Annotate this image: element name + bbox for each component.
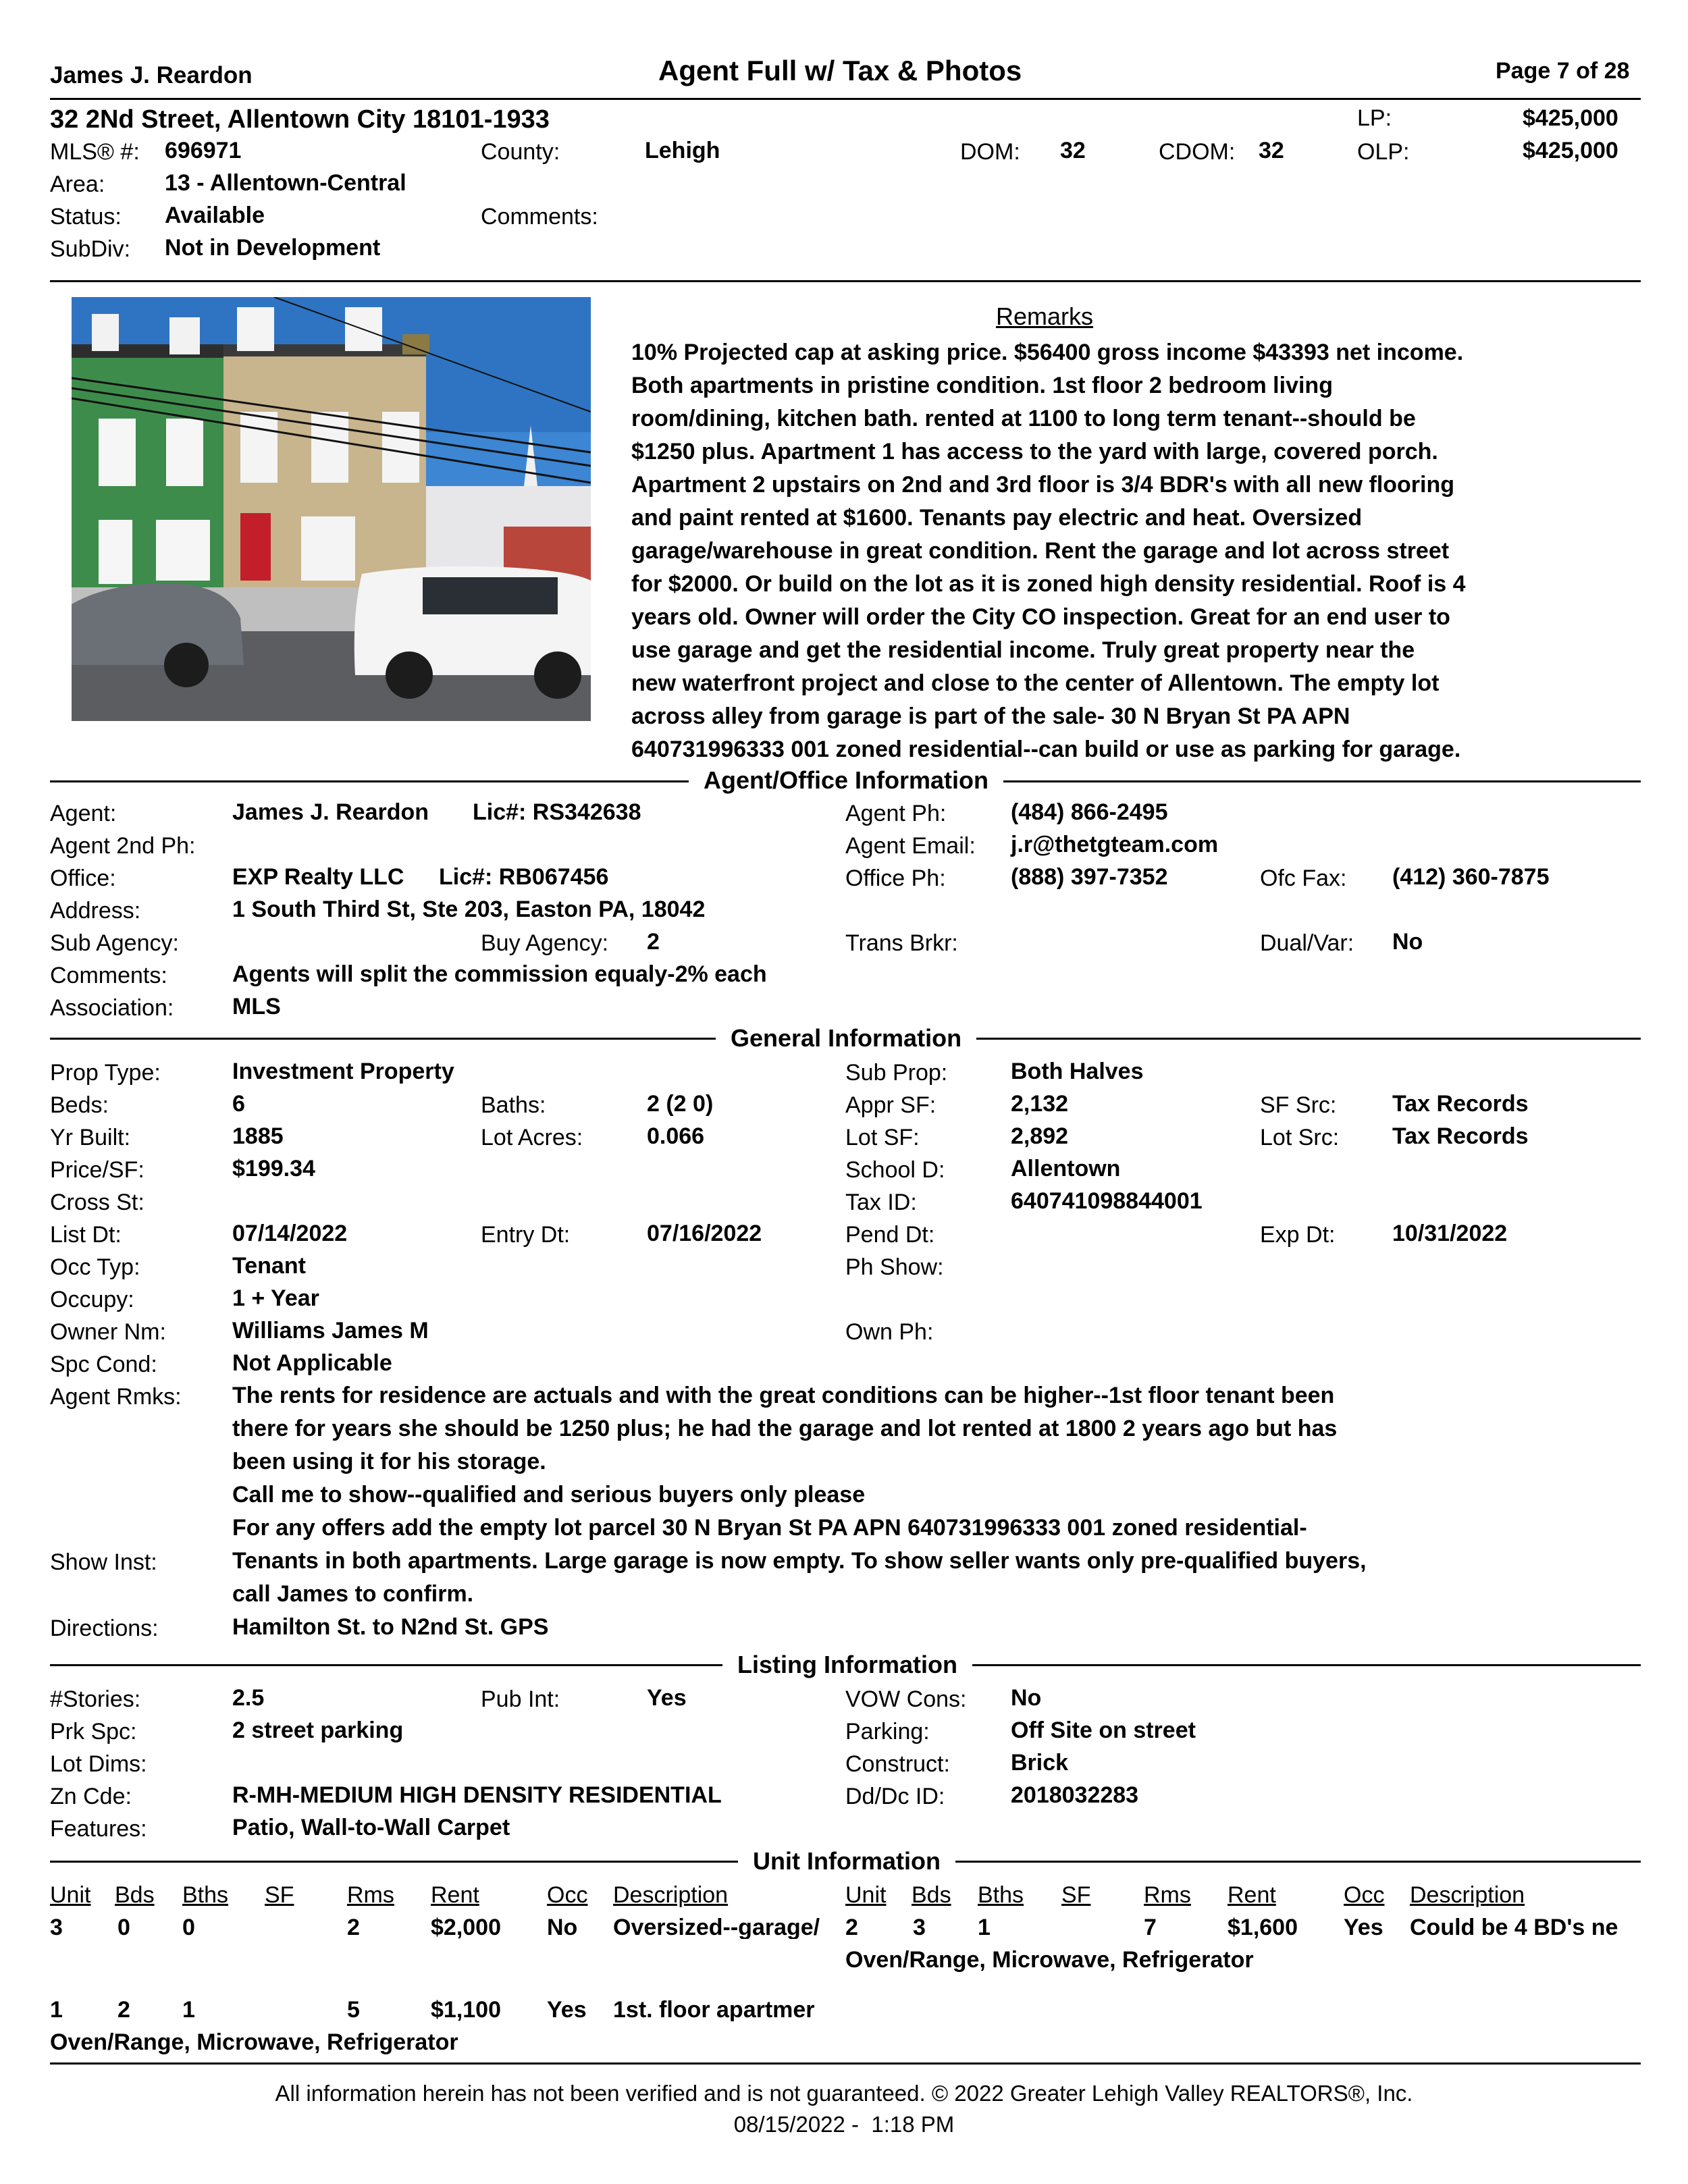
agent2-label: Agent 2nd Ph: [50,833,196,859]
occ-typ-value: Tenant [232,1253,306,1279]
rms-header-right: Rms [1144,1882,1191,1908]
stories-label: #Stories: [50,1686,141,1712]
bths-cell: 1 [182,1997,195,2023]
spc-cond-value: Not Applicable [232,1350,392,1376]
beds-value: 6 [232,1091,245,1117]
dormer-green [169,317,200,354]
green-window-3 [156,520,210,581]
dormer-left [92,314,119,351]
baths-label: Baths: [481,1092,546,1118]
dom-value: 32 [1060,138,1086,163]
dual-var-label: Dual/Var: [1260,930,1354,956]
agent-rmks-line: For any offers add the empty lot parcel 30 N Bryan St PA APN 640731996333 001 zoned residential- [232,1515,1307,1541]
prop-type-label: Prop Type: [50,1060,161,1086]
agent-lic: Lic#: RS342638 [473,799,641,825]
lot-sf-value: 2,892 [1011,1123,1069,1149]
office-lic: Lic#: RB067456 [439,864,609,890]
yr-built-value: 1885 [232,1123,284,1149]
footer-disclaimer: All information herein has not been verified and is not guaranteed. © 2022 Greater Lehigh Valley REALTORS®, Inc. [275,2081,1413,2106]
appliances-cell: Oven/Range, Microwave, Refrigerator [50,2029,458,2055]
price-sf-label: Price/SF: [50,1157,144,1183]
bds-cell: 0 [117,1915,130,1940]
ph-show-label: Ph Show: [845,1254,944,1280]
unit-cell: 1 [50,1997,63,2023]
appliances-cell: Oven/Range, Microwave, Refrigerator [845,1947,1254,1973]
sf-src-label: SF Src: [1260,1092,1337,1118]
association-label: Association: [50,995,174,1021]
entry-dt-value: 07/16/2022 [647,1221,762,1246]
prk-spc-value: 2 street parking [232,1717,404,1743]
status-label: Status: [50,204,122,230]
spc-cond-label: Spc Cond: [50,1352,157,1377]
lot-src-value: Tax Records [1392,1123,1529,1149]
lp-label: LP: [1357,105,1392,131]
status-value: Available [165,203,265,228]
occ-typ-label: Occ Typ: [50,1254,140,1280]
occ-header-right: Occ [1344,1882,1385,1908]
features-value: Patio, Wall-to-Wall Carpet [232,1815,510,1840]
pub-int-value: Yes [647,1685,687,1711]
listing-address: 32 2Nd Street, Allentown City 18101-1933 [50,105,550,134]
show-inst-label: Show Inst: [50,1549,157,1575]
agent-ph-value: (484) 866-2495 [1011,799,1168,825]
remarks-line: use garage and get the residential income. Truly great property near the [631,637,1415,663]
van-wheel-1 [386,651,433,699]
red-door [240,513,271,581]
page-label: Page 7 of 28 [1496,58,1630,84]
sf-header-right: SF [1061,1882,1091,1908]
office-ph-value: (888) 397-7352 [1011,864,1168,890]
exp-dt-value: 10/31/2022 [1392,1221,1508,1246]
construct-label: Construct: [845,1751,950,1777]
remarks-line: new waterfront project and close to the center of Allentown. The empty lot [631,670,1440,696]
remarks-line: garage/warehouse in great condition. Rent the garage and lot across street [631,538,1450,564]
stories-value: 2.5 [232,1685,265,1711]
vow-label: VOW Cons: [845,1686,967,1712]
bths-cell: 1 [978,1915,991,1940]
pub-int-label: Pub Int: [481,1686,560,1712]
address-label: Address: [50,898,141,924]
own-ph-label: Own Ph: [845,1319,934,1345]
features-label: Features: [50,1816,147,1842]
baths-value: 2 (2 0) [647,1091,714,1117]
rent-cell: $1,100 [431,1997,501,2023]
remarks-line: 640731996333 001 zoned residential--can build or use as parking for garage. [631,737,1461,762]
header-rule [50,98,1641,100]
listing-info-title: Listing Information [722,1653,972,1677]
mls-label: MLS® #: [50,139,140,165]
footer-rule [50,2062,1641,2065]
lot-dims-label: Lot Dims: [50,1751,147,1777]
area-label: Area: [50,171,105,197]
agent-rmks-label: Agent Rmks: [50,1384,182,1410]
rent-cell: $1,600 [1228,1915,1298,1940]
olp-value: $425,000 [1523,138,1618,163]
occ-header: Occ [547,1882,588,1908]
remarks-title: Remarks [996,302,1094,330]
office-label: Office: [50,865,116,891]
rms-cell: 5 [347,1997,360,2023]
property-photo [72,297,591,721]
agent-value: James J. Reardon [232,799,429,825]
county-label: County: [481,139,560,165]
parking-value: Off Site on street [1011,1717,1196,1743]
dormer-brick-1 [237,307,274,351]
description-cell: 1st. floor apartmer [613,1998,815,2021]
prk-spc-label: Prk Spc: [50,1719,137,1744]
association-value: MLS [232,994,281,1019]
unit-cell: 3 [50,1915,63,1940]
mls-value: 696971 [165,138,242,163]
appr-sf-label: Appr SF: [845,1092,937,1118]
dd-value: 2018032283 [1011,1782,1139,1808]
remarks-line: room/dining, kitchen bath. rented at 1100 to long term tenant--should be [631,406,1416,431]
remarks-line: 10% Projected cap at asking price. $56400 gross income $43393 net income. [631,340,1464,365]
owner-label: Owner Nm: [50,1319,166,1345]
unit-cell: 2 [845,1915,858,1940]
agent-rmks-line: been using it for his storage. [232,1449,546,1474]
listing-rule [50,280,1641,282]
report-title: Agent Full w/ Tax & Photos [658,55,1022,86]
occ-cell: Yes [547,1997,587,2023]
description-header: Description [613,1882,729,1908]
unit-header: Unit [50,1882,91,1908]
zn-label: Zn Cde: [50,1784,132,1809]
grey-suv-wheel [164,643,209,687]
brick-window-4 [301,516,355,581]
office-value: EXP Realty LLC [232,864,404,890]
owner-value: Williams James M [232,1318,429,1343]
dual-var-value: No [1392,929,1423,955]
list-dt-label: List Dt: [50,1222,122,1248]
bths-cell: 0 [182,1915,195,1940]
agent-office-title: Agent/Office Information [689,768,1003,793]
cdom-value: 32 [1259,138,1284,163]
grey-suv [72,583,244,665]
comments-label: Comments: [481,204,598,230]
remarks-line: Apartment 2 upstairs on 2nd and 3rd floor is 3/4 BDR's with all new flooring [631,472,1455,498]
dom-label: DOM: [960,139,1020,165]
office-comments-label: Comments: [50,963,167,988]
agent-rmks-line: The rents for residence are actuals and with the great conditions can be higher--1st floor tenant been [232,1383,1335,1408]
bds-header: Bds [115,1882,155,1908]
bds-cell: 2 [117,1997,130,2023]
lot-acres-label: Lot Acres: [481,1125,583,1150]
footer-timestamp: 08/15/2022 - 1:18 PM [733,2112,955,2137]
agent-rmks-line: there for years she should be 1250 plus; he had the garage and lot rented at 1800 2 years ago but has [232,1416,1338,1441]
county-value: Lehigh [645,138,720,163]
prop-type-value: Investment Property [232,1059,454,1084]
occupy-label: Occupy: [50,1287,134,1312]
beds-label: Beds: [50,1092,109,1118]
agent-label: Agent: [50,801,117,826]
office-comments-value: Agents will split the commission equaly-2% each [232,961,767,987]
lot-src-label: Lot Src: [1260,1125,1340,1150]
occ-cell: No [547,1915,578,1940]
sf-header: SF [265,1882,294,1908]
remarks-line: for $2000. Or build on the lot as it is zoned high density residential. Roof is 4 [631,571,1466,597]
agent-email-label: Agent Email: [845,833,976,859]
remarks-line: and paint rented at $1600. Tenants pay electric and heat. Oversized [631,505,1363,531]
description-cell: Oversized--garage/ [613,1916,820,1939]
van-windows [423,577,558,614]
remarks-line: across alley from garage is part of the sale- 30 N Bryan St PA APN [631,703,1350,729]
agent-email-value[interactable]: j.r@thetgteam.com [1011,832,1219,857]
tax-id-label: Tax ID: [845,1190,917,1215]
office-ph-label: Office Ph: [845,865,946,891]
sub-prop-label: Sub Prop: [845,1060,948,1086]
ofc-fax-value: (412) 360-7875 [1392,864,1550,890]
construct-value: Brick [1011,1750,1069,1776]
yr-built-label: Yr Built: [50,1125,131,1150]
rent-cell: $2,000 [431,1915,501,1940]
occupy-value: 1 + Year [232,1285,319,1311]
general-title: General Information [716,1026,976,1050]
lot-acres-value: 0.066 [647,1123,705,1149]
van-wheel-2 [534,651,581,699]
school-label: School D: [845,1157,945,1183]
appr-sf-value: 2,132 [1011,1091,1069,1117]
zn-value: R-MH-MEDIUM HIGH DENSITY RESIDENTIAL [232,1782,722,1808]
list-dt-value: 07/14/2022 [232,1221,348,1246]
remarks-text [631,336,1529,766]
description-header-right: Description [1410,1882,1525,1908]
dd-label: Dd/Dc ID: [845,1784,945,1809]
buy-agency-label: Buy Agency: [481,930,609,956]
subdiv-label: SubDiv: [50,236,131,262]
area-value: 13 - Allentown-Central [165,170,406,196]
directions-label: Directions: [50,1616,159,1641]
green-window-1 [99,419,136,486]
address-value: 1 South Third St, Ste 203, Easton PA, 18042 [232,897,706,922]
buy-agency-value: 2 [647,929,660,955]
exp-dt-label: Exp Dt: [1260,1222,1336,1248]
remarks-line: Both apartments in pristine condition. 1st floor 2 bedroom living [631,373,1333,398]
sub-prop-value: Both Halves [1011,1059,1144,1084]
unit-info-title: Unit Information [738,1849,955,1873]
brick-window-1 [240,412,278,483]
ofc-fax-label: Ofc Fax: [1260,865,1347,891]
rent-header: Rent [431,1882,479,1908]
rms-cell: 7 [1144,1915,1157,1940]
trans-brkr-label: Trans Brkr: [845,930,958,956]
cross-st-label: Cross St: [50,1190,144,1215]
bths-header-right: Bths [978,1882,1024,1908]
description-cell: Could be 4 BD's ne [1410,1916,1618,1939]
cdom-label: CDOM: [1159,139,1236,165]
price-sf-value: $199.34 [232,1156,315,1181]
property-photo-svg [72,297,591,721]
lot-sf-label: Lot SF: [845,1125,920,1150]
parking-label: Parking: [845,1719,930,1744]
agent-ph-label: Agent Ph: [845,801,947,826]
occ-cell: Yes [1344,1915,1383,1940]
show-inst-line: call James to confirm. [232,1581,474,1607]
rms-header: Rms [347,1882,394,1908]
remarks-line: $1250 plus. Apartment 1 has access to the yard with large, covered porch. [631,439,1438,464]
show-inst-line: Tenants in both apartments. Large garage is now empty. To show seller wants only pre-qualified buyers, [232,1548,1367,1574]
sub-agency-label: Sub Agency: [50,930,179,956]
rent-header-right: Rent [1228,1882,1276,1908]
bds-cell: 3 [913,1915,926,1940]
agent-rmks-line: Call me to show--qualified and serious buyers only please [232,1482,866,1508]
pend-dt-label: Pend Dt: [845,1222,935,1248]
header-agent-name: James J. Reardon [50,62,253,88]
sf-src-value: Tax Records [1392,1091,1529,1117]
bths-header: Bths [182,1882,229,1908]
school-value: Allentown [1011,1156,1121,1181]
directions-value: Hamilton St. to N2nd St. GPS [232,1614,549,1640]
rms-cell: 2 [347,1915,360,1940]
vow-value: No [1011,1685,1042,1711]
green-door [99,520,132,584]
entry-dt-label: Entry Dt: [481,1222,571,1248]
brick-window-2 [311,412,348,483]
subdiv-value: Not in Development [165,235,381,261]
green-window-2 [166,419,203,486]
tax-id-value: 640741098844001 [1011,1188,1203,1214]
olp-label: OLP: [1357,139,1410,165]
bds-header-right: Bds [912,1882,951,1908]
remarks-line: years old. Owner will order the City CO inspection. Great for an end user to [631,604,1450,630]
unit-header-right: Unit [845,1882,887,1908]
lp-value: $425,000 [1523,105,1618,131]
